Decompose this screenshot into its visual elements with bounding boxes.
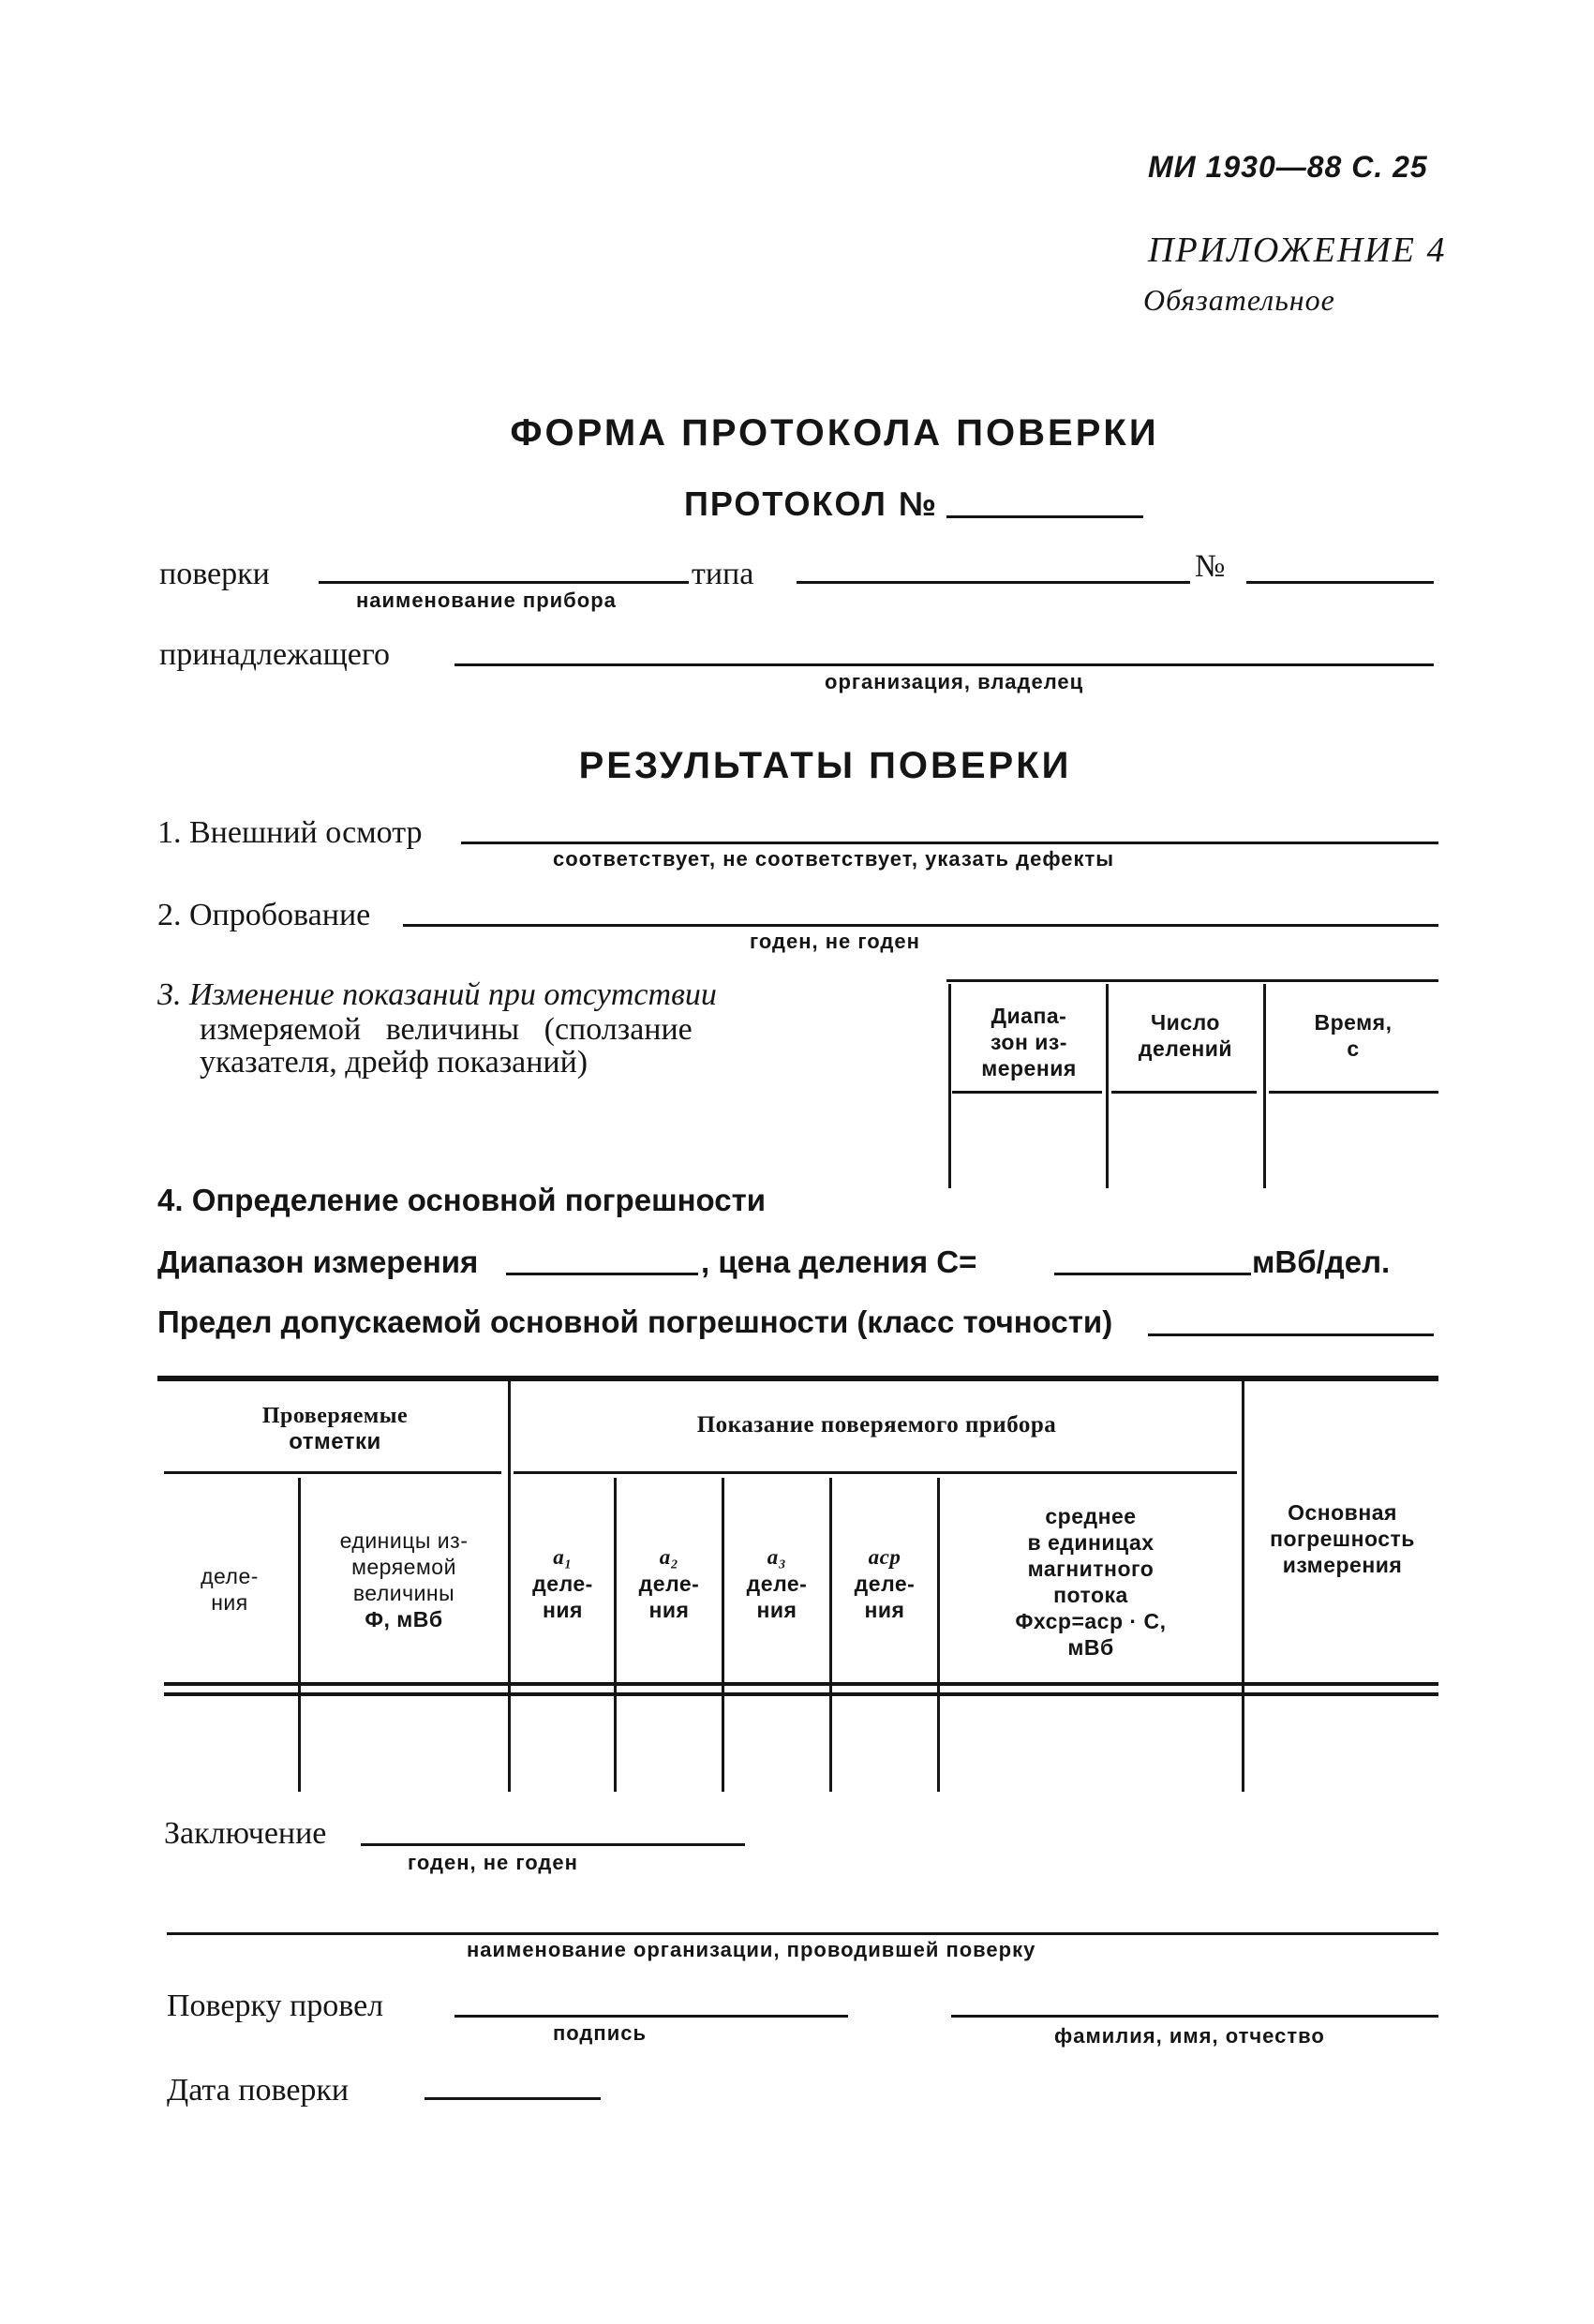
signature-line[interactable] bbox=[454, 2015, 848, 2018]
mean-flux-header: среднее в единицах магнитного потока Φхср=aср · C, мВб bbox=[1015, 1504, 1167, 1660]
limit-label: Предел допускаемой основной погрешности (класс точности) bbox=[157, 1304, 1113, 1339]
type-line[interactable] bbox=[797, 581, 1190, 584]
organization-caption: наименование организации, проводившей поверку bbox=[467, 1938, 1036, 1961]
limit-line[interactable] bbox=[1148, 1333, 1434, 1336]
item2-caption: годен, не годен bbox=[750, 930, 920, 953]
item1-caption: соответствует, не соответствует, указать дефекты bbox=[553, 847, 1115, 871]
checked-marks-header: Проверяемые отметки bbox=[261, 1404, 409, 1454]
belonging-label: принадлежащего bbox=[159, 637, 390, 672]
number-line[interactable] bbox=[1246, 581, 1434, 584]
conclusion-line[interactable] bbox=[361, 1843, 745, 1846]
conclusion-label: Заключение bbox=[164, 1816, 327, 1851]
a2-header: a₂ деле- ния bbox=[638, 1545, 700, 1622]
drift-range-header: Диапа- зон из- мерения bbox=[981, 1004, 1077, 1080]
conclusion-caption: годен, не годен bbox=[408, 1851, 578, 1874]
device-caption: наименование прибора bbox=[356, 588, 617, 612]
number-label: № bbox=[1195, 549, 1226, 584]
date-line[interactable] bbox=[425, 2097, 601, 2100]
protocol-number-line[interactable] bbox=[946, 515, 1143, 518]
full-name-caption: фамилия, имя, отчество bbox=[1054, 2024, 1325, 2048]
signature-caption: подпись bbox=[553, 2021, 647, 2045]
divisions-header: деле- ния bbox=[201, 1564, 259, 1615]
item3-line3: указателя, дрейф показаний) bbox=[200, 1045, 588, 1080]
organization-line[interactable] bbox=[167, 1932, 1438, 1935]
range-label: Диапазон измерения bbox=[157, 1244, 479, 1279]
type-label: типа bbox=[692, 557, 754, 591]
division-line[interactable] bbox=[1054, 1273, 1251, 1275]
drift-divisions-header: Число делений bbox=[1138, 1010, 1233, 1061]
division-label: , цена деления C= bbox=[701, 1244, 977, 1279]
range-line[interactable] bbox=[506, 1273, 698, 1275]
verified-by-label: Поверку провел bbox=[167, 1989, 384, 2023]
results-title: РЕЗУЛЬТАТЫ ПОВЕРКИ bbox=[578, 745, 1072, 786]
item1-line[interactable] bbox=[461, 842, 1438, 844]
a3-header: a₃ деле- ния bbox=[746, 1545, 808, 1622]
document-reference: МИ 1930—88 С. 25 bbox=[1148, 150, 1428, 184]
acp-header: aср деле- ния bbox=[854, 1545, 916, 1622]
verification-label: поверки bbox=[159, 557, 270, 591]
full-name-line[interactable] bbox=[951, 2015, 1438, 2018]
item2-line[interactable] bbox=[403, 924, 1438, 927]
owner-line[interactable] bbox=[454, 663, 1434, 666]
item1-label: 1. Внешний осмотр bbox=[157, 815, 423, 850]
appendix-title: ПРИЛОЖЕНИЕ 4 bbox=[1148, 231, 1447, 270]
drift-time-header: Время, с bbox=[1314, 1010, 1393, 1061]
owner-caption: организация, владелец bbox=[825, 670, 1084, 693]
units-header: единицы из- меряемой величины Ф, мВб bbox=[339, 1528, 469, 1631]
a1-header: a₁ деле- ния bbox=[532, 1545, 593, 1622]
mandatory-label: Обязательное bbox=[1143, 283, 1335, 317]
item4-label: 4. Определение основной погрешности bbox=[157, 1183, 767, 1217]
item3-line2: измеряемой величины (сползание bbox=[200, 1012, 693, 1047]
device-name-line[interactable] bbox=[319, 581, 689, 584]
form-title: ФОРМА ПРОТОКОЛА ПОВЕРКИ bbox=[510, 412, 1159, 454]
protocol-label: ПРОТОКОЛ № bbox=[684, 484, 938, 523]
item3-line1: 3. Изменение показаний при отсутствии bbox=[157, 977, 717, 1012]
basic-error-header: Основная погрешность измерения bbox=[1270, 1500, 1415, 1577]
date-label: Дата поверки bbox=[167, 2073, 350, 2108]
item2-label: 2. Опробование bbox=[157, 898, 371, 932]
reading-header: Показание поверяемого прибора bbox=[696, 1412, 1057, 1438]
unit-label: мВб/дел. bbox=[1252, 1244, 1391, 1279]
